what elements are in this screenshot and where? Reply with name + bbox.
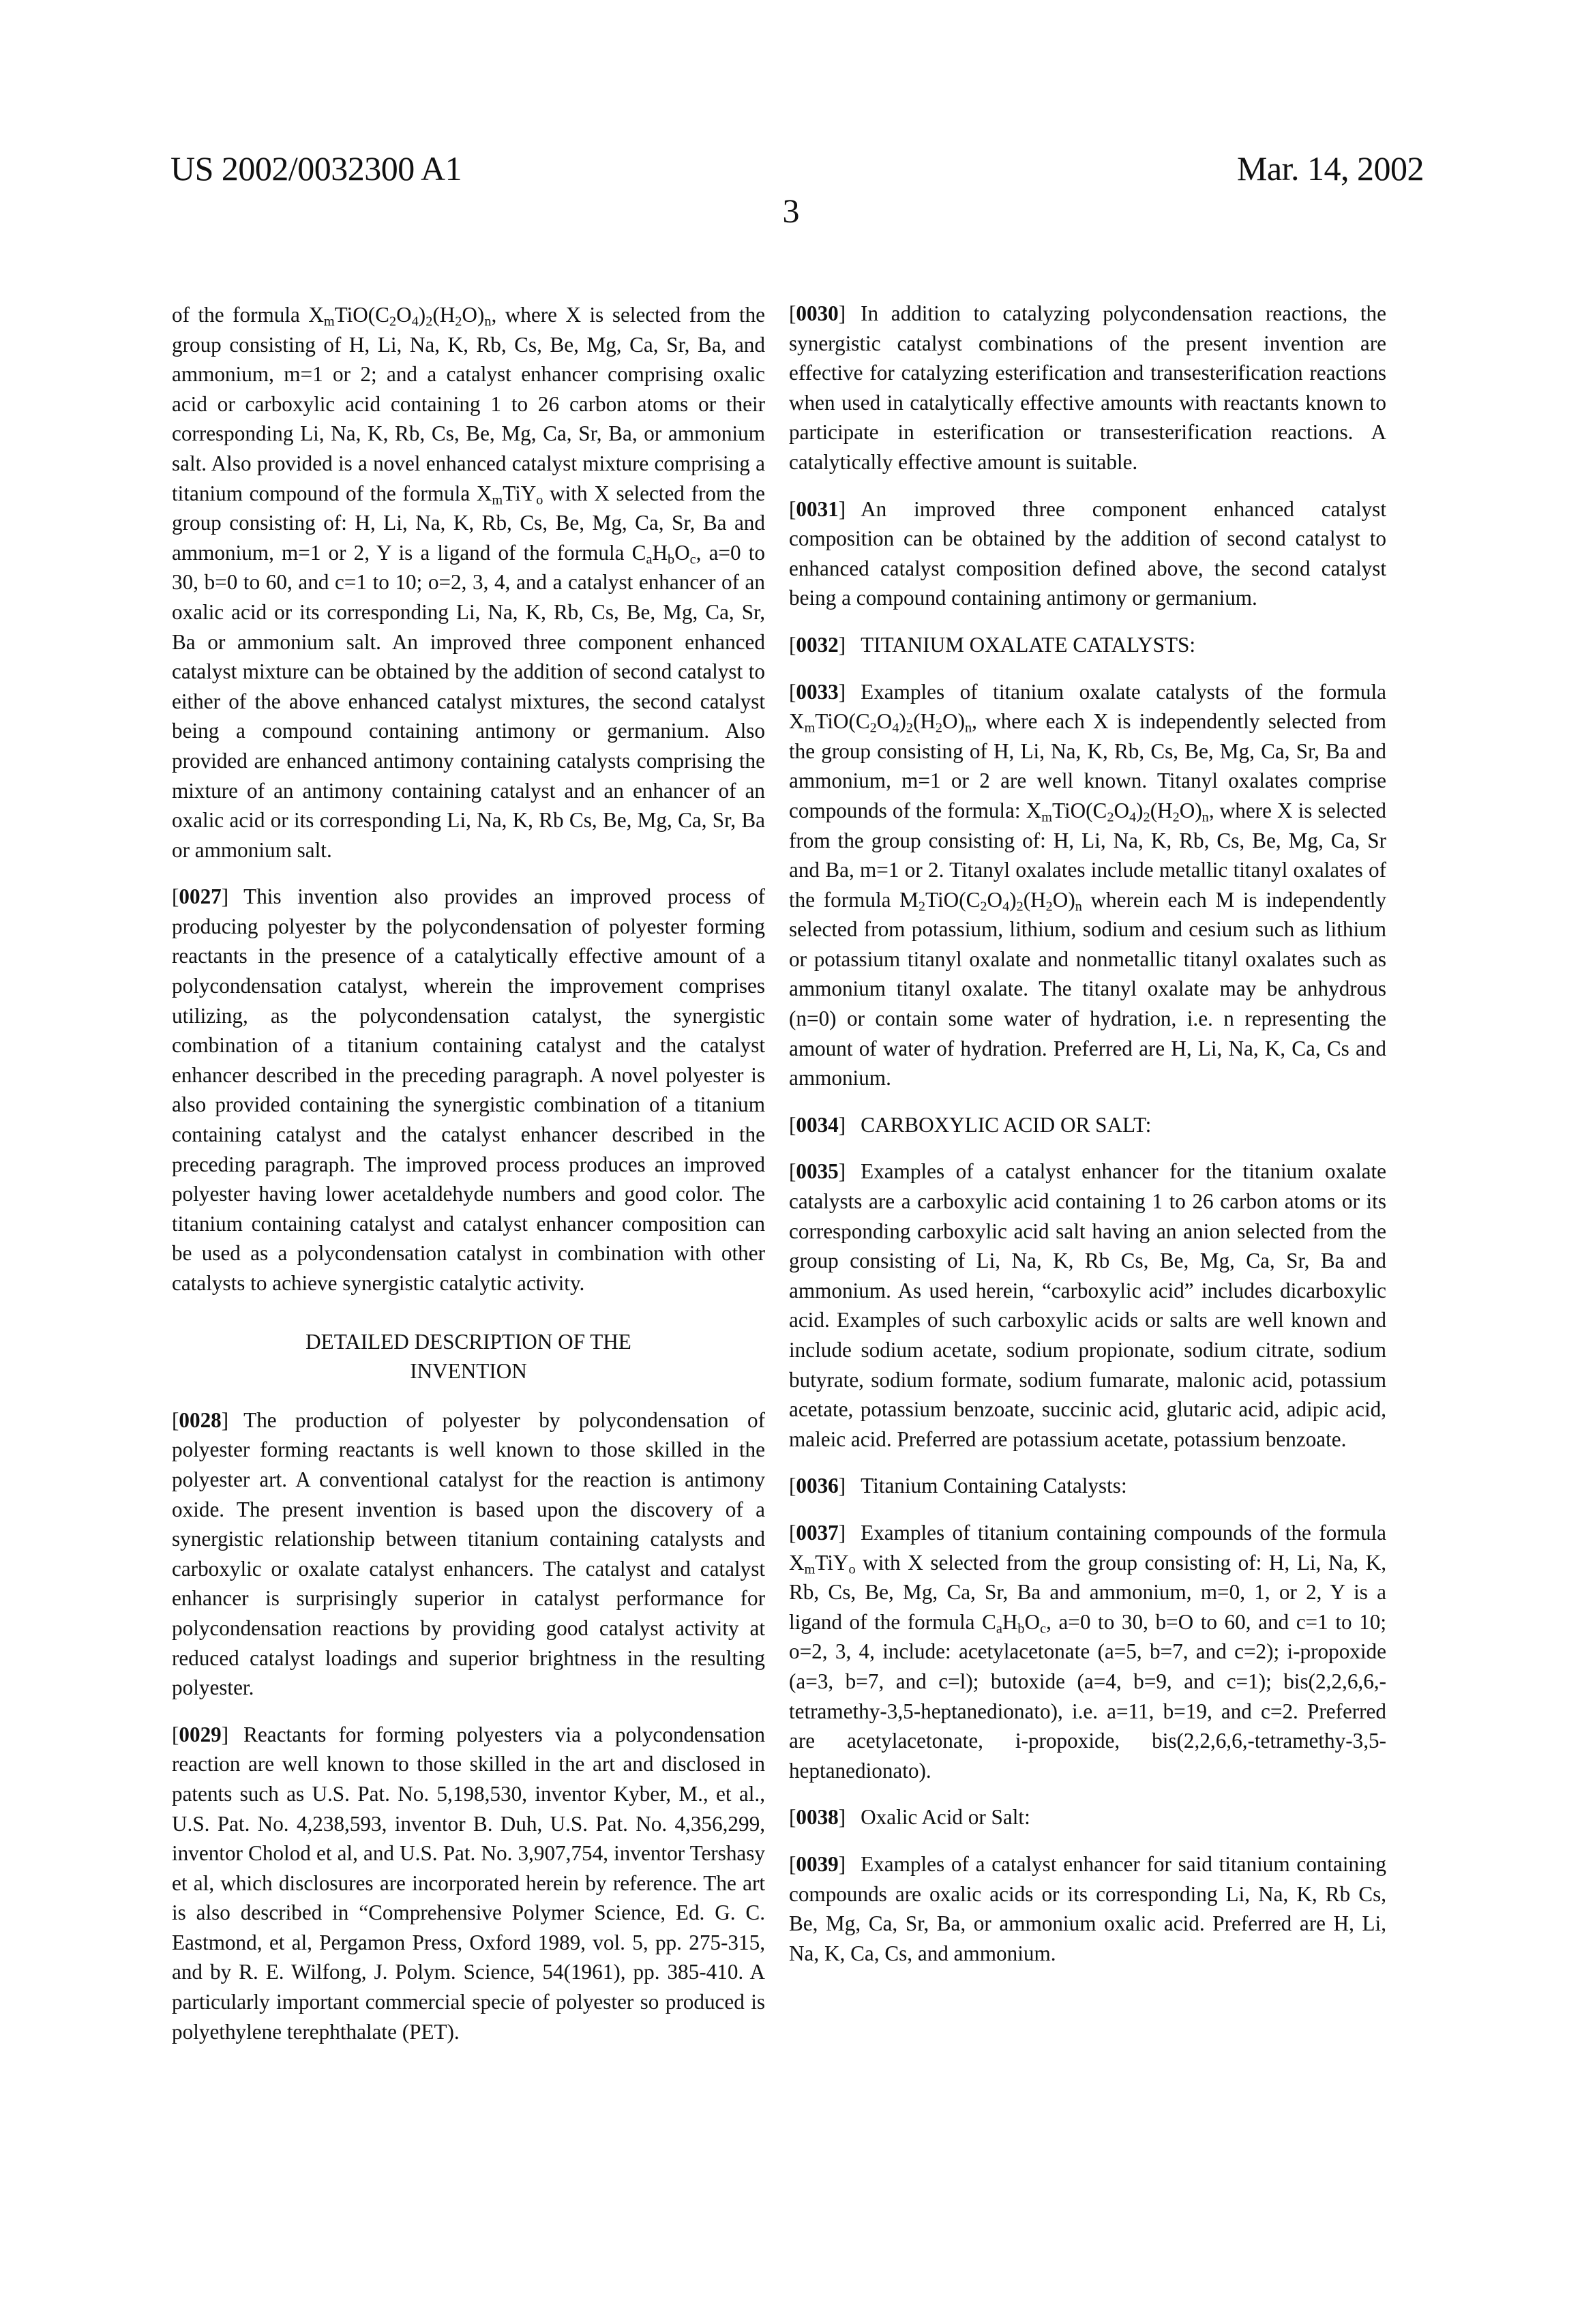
paragraph-number: [0035] bbox=[789, 1159, 846, 1184]
subscript: 2 bbox=[869, 720, 877, 736]
paragraph-0028: [0028] The production of polyester by polycondensation of polyester forming reactants is well known to those skilled in the polyester art. A conventional catalyst for the reaction is antimony oxide. The present invention is based upon the discovery of a synergistic relationship between titanium containing catalysts and carboxylic or oxalate catalyst enhancers. The catalyst and catalyst enhancer is surprisingly superior in catalyst performance for polycondensation reactions by providing good catalyst activity at reduced catalyst loadings and superior brightness in the resulting polyester. bbox=[172, 1407, 765, 1700]
paragraph-number: [0030] bbox=[789, 301, 846, 325]
subscript: c bbox=[1040, 1621, 1047, 1637]
publication-date: Mar. 14, 2002 bbox=[1236, 149, 1424, 188]
paragraph-0037: [0037] Examples of titanium containing compounds of the formula $X_mTiY_o$ with X selected from the group consisting of: H, Li, Na, K, Rb, Cs, Be, Mg, Ca, Sr, Ba and ammonium, m=0, 1, or 2, Y is a ligand of the formula $C_aH_bO_c$, a=0 to 30, b=O to 60, and c=1 to 10; o=2, 3, 4, include: acetylacetonate (a=5, b=7, and c=2); i-propoxide (a=3, b=7, and c=l); butoxide (a=4, b=9, and c=1); bis(2,2,6,6,-tetramethy-3,5-heptanedionato), i.e. a=11, b=19, and c=2. Preferred are acetylacetonate, i-propoxide, bis(2,2,6,6,-tetramethy-3,5-heptanedionato). bbox=[789, 1520, 1387, 1783]
paragraph-0030: [0030] In addition to catalyzing polycondensation reactions, the synergistic catalyst combinations of the present invention are effective for catalyzing esterification and transesterification reactions when used in catalytically effective amounts with reactants known to participate in esterification or transesterification reactions. A catalytically effective amount is suitable. bbox=[789, 301, 1386, 474]
subscript: b bbox=[1017, 1621, 1025, 1637]
subscript: 4 bbox=[411, 314, 419, 329]
subscript: m bbox=[1041, 809, 1052, 825]
section-heading-line: DETAILED DESCRIPTION OF THE bbox=[305, 1329, 631, 1354]
subscript: 2 bbox=[1045, 899, 1053, 914]
subscript: m bbox=[492, 492, 503, 508]
paragraph-continuation: of the formula $X_mTiO(C_2O_4)_2(H_2O)_n$, where X is selected from the group consisting of H, Li, Na, K, Rb, Cs, Be, Mg, Ca, Sr, Ba, and ammonium, m=1 or 2; and a catalyst enhancer comprising oxalic acid or carboxylic acid containing 1 to 26 carbon atoms or their corresponding Li, Na, K, Rb, Cs, Be, Mg, Ca, Sr, Ba, or ammonium salt. Also provided is a novel enhanced catalyst mixture comprising a titanium compound of the formula $X_mTiY_o$ with X selected from the group consisting of: H, Li, Na, K, Rb, Cs, Be, Mg, Ca, Sr, Ba and ammonium, m=1 or 2, Y is a ligand of the formula $C_aH_bO_c$, a=0 to 30, b=0 to 60, and c=1 to 10; o=2, 3, 4, and a catalyst enhancer of an oxalic acid or its corresponding Li, Na, K, Rb, Cs, Be, Mg, Ca, Sr, Ba or ammonium salt. An improved three component enhanced catalyst mixture can be obtained by the addition of second catalyst to either of the above enhanced catalyst mixtures, the second catalyst being a compound containing antimony or germanium. Also provided are enhanced antimony containing catalysts comprising the mixture of an antimony containing catalyst and an enhancer of an oxalic acid or its corresponding Li, Na, K, Rb Cs, Be, Mg, Ca, Sr, Ba or ammonium salt. bbox=[172, 303, 766, 862]
paragraph-0038: [0038] Oxalic Acid or Salt: bbox=[789, 1805, 1030, 1830]
paragraph-number: [0028] bbox=[172, 1407, 229, 1432]
paragraph-0027: [0027] This invention also provides an improved process of producing polyester by the polycondensation of polyester forming reactants in the presence of a catalytically effective amount of a polycondensation catalyst, wherein the improvement comprises utilizing, as the polycondensation catalyst, the synergistic combination of a titanium containing catalyst and the catalyst enhancer described in the preceding paragraph. A novel polyester is also provided containing the synergistic combination of a titanium containing catalyst and the catalyst enhancer described in the preceding paragraph. The improved process produces an improved polyester having lower acetaldehyde numbers and good color. The titanium containing catalyst and catalyst enhancer composition can be used as a polycondensation catalyst in combination with other catalysts to achieve synergistic catalytic activity. bbox=[172, 884, 765, 1295]
section-heading-line: INVENTION bbox=[410, 1359, 527, 1384]
paragraph-0032: [0032] TITANIUM OXALATE CATALYSTS: bbox=[789, 632, 1196, 657]
subscript: n bbox=[484, 314, 492, 329]
right-column bbox=[789, 299, 1386, 1985]
subscript: m bbox=[323, 314, 335, 329]
paragraph-number: [0037] bbox=[789, 1520, 846, 1545]
paragraph-0031: [0031] An improved three component enhanced catalyst composition can be obtained by the addition of second catalyst to enhanced catalyst composition defined above, the second catalyst being a compound containing antimony or germanium. bbox=[789, 496, 1386, 610]
paragraph-number: [0039] bbox=[789, 1851, 846, 1876]
subscript: a bbox=[646, 552, 653, 567]
subscript: o bbox=[848, 1562, 856, 1577]
subscript: 2 bbox=[389, 314, 397, 329]
paragraph-0029: [0029] Reactants for forming polyesters via a polycondensation reaction are well known to those skilled in the art and disclosed in patents such as U.S. Pat. No. 5,198,530, inventor Kyber, M., et al., U.S. Pat. No. 4,238,593, inventor B. Duh, U.S. Pat. No. 4,356,299, inventor Cholod et al, and U.S. Pat. No. 3,907,754, inventor Tershasy et al, which disclosures are incorporated herein by reference. The art is also described in “Comprehensive Polymer Science, Ed. G. C. Eastmond, et al, Pergamon Press, Oxford 1989, vol. 5, pp. 275-315, and by R. E. Wilfong, J. Polym. Science, 54(1961), pp. 385-410. A particularly important commercial specie of polyester so produced is polyethylene terephthalate (PET). bbox=[172, 1722, 765, 2044]
subscript: c bbox=[689, 552, 696, 567]
subscript: 2 bbox=[935, 720, 943, 736]
left-column bbox=[172, 300, 765, 2064]
paragraph-number: [0038] bbox=[789, 1805, 846, 1830]
paragraph-0039: [0039] Examples of a catalyst enhancer for said titanium containing compounds are oxalic acids or its corresponding Li, Na, K, Rb Cs, Be, Mg, Ca, Sr, Ba, or ammonium oxalic acid. Preferred are H, Li, Na, K, Ca, Cs, and ammonium. bbox=[789, 1851, 1386, 1965]
paragraph-number: [0033] bbox=[789, 679, 846, 704]
publication-number: US 2002/0032300 A1 bbox=[170, 149, 462, 188]
subscript: 2 bbox=[1107, 809, 1114, 825]
subscript: b bbox=[667, 552, 675, 567]
subscript: 2 bbox=[1143, 809, 1150, 825]
paragraph-0036: [0036] Titanium Containing Catalysts: bbox=[789, 1474, 1127, 1498]
subscript: o bbox=[536, 492, 543, 508]
paragraph-0034: [0034] CARBOXYLIC ACID OR SALT: bbox=[789, 1112, 1152, 1137]
paragraph-number: [0036] bbox=[789, 1474, 846, 1498]
paragraph-number: [0034] bbox=[789, 1112, 846, 1137]
subscript: n bbox=[964, 720, 972, 736]
section-heading bbox=[172, 1327, 765, 1386]
paragraph-number: [0031] bbox=[789, 496, 846, 521]
subscript: 2 bbox=[906, 720, 913, 736]
subscript: m bbox=[804, 720, 816, 736]
paragraph-number: [0032] bbox=[789, 632, 846, 657]
paragraph-0033: [0033] Examples of titanium oxalate catalysts of the formula $X_mTiO(C_2O_4)_2(H_2O)_n$, where each X is independently selected from the group consisting of H, Li, Na, K, Rb, Cs, Be, Mg, Ca, Sr, Ba and ammonium, m=1 or 2 are well known. Titanyl oxalates comprise compounds of the formula: $X_mTiO(C_2O_4)_2(H_2O)_n$, where X is selected from the group consisting of: H, Li, Na, K, Rb, Cs, Be, Mg, Ca, Sr and Ba, m=1 or 2. Titanyl oxalates include metallic titanyl oxalates of the formula $M_2TiO(C_2O_4)_2(H_2O)_n$ wherein each M is independently selected from potassium, lithium, sodium and cesium such as lithium or potassium titanyl oxalate and nonmetallic titanyl oxalates such as ammonium titanyl oxalate. The titanyl oxalate may be anhydrous (n=0) or contain some water of hydration, i.e. n representing the amount of water of hydration. Preferred are H, Li, Na, K, Ca, Cs and ammonium. bbox=[789, 679, 1386, 1090]
subscript: 2 bbox=[1172, 809, 1180, 825]
subscript: 2 bbox=[918, 899, 926, 914]
paragraph-number: [0027] bbox=[172, 884, 229, 909]
subscript: 2 bbox=[426, 314, 433, 329]
subscript: n bbox=[1075, 899, 1082, 914]
page-number: 3 bbox=[782, 192, 800, 230]
subscript: 2 bbox=[980, 899, 987, 914]
paragraph-0035: [0035] Examples of a catalyst enhancer for the titanium oxalate catalysts are a carboxylic acid containing 1 to 26 carbon atoms or its corresponding carboxylic acid salt having an anion selected from the group consisting of Li, Na, K, Rb Cs, Be, Mg, Ca, Sr, Ba and ammonium. As used herein, “carboxylic acid” includes dicarboxylic acid. Examples of such carboxylic acids or salts are well known and include sodium acetate, sodium propionate, sodium citrate, sodium butyrate, sodium formate, sodium fumarate, malonic acid, potassium acetate, potassium benzoate, succinic acid, glutaric acid, adipic acid, maleic acid. Preferred are potassium acetate, potassium benzoate. bbox=[789, 1159, 1386, 1451]
subscript: n bbox=[1202, 809, 1209, 825]
subscript: a bbox=[996, 1621, 1002, 1637]
paragraph-number: [0029] bbox=[172, 1722, 229, 1746]
subscript: m bbox=[804, 1562, 816, 1577]
subscript: 4 bbox=[1129, 809, 1137, 825]
subscript: 2 bbox=[455, 314, 462, 329]
subscript: 4 bbox=[892, 720, 899, 736]
subscript: 2 bbox=[1016, 899, 1024, 914]
subscript: 4 bbox=[1002, 899, 1010, 914]
